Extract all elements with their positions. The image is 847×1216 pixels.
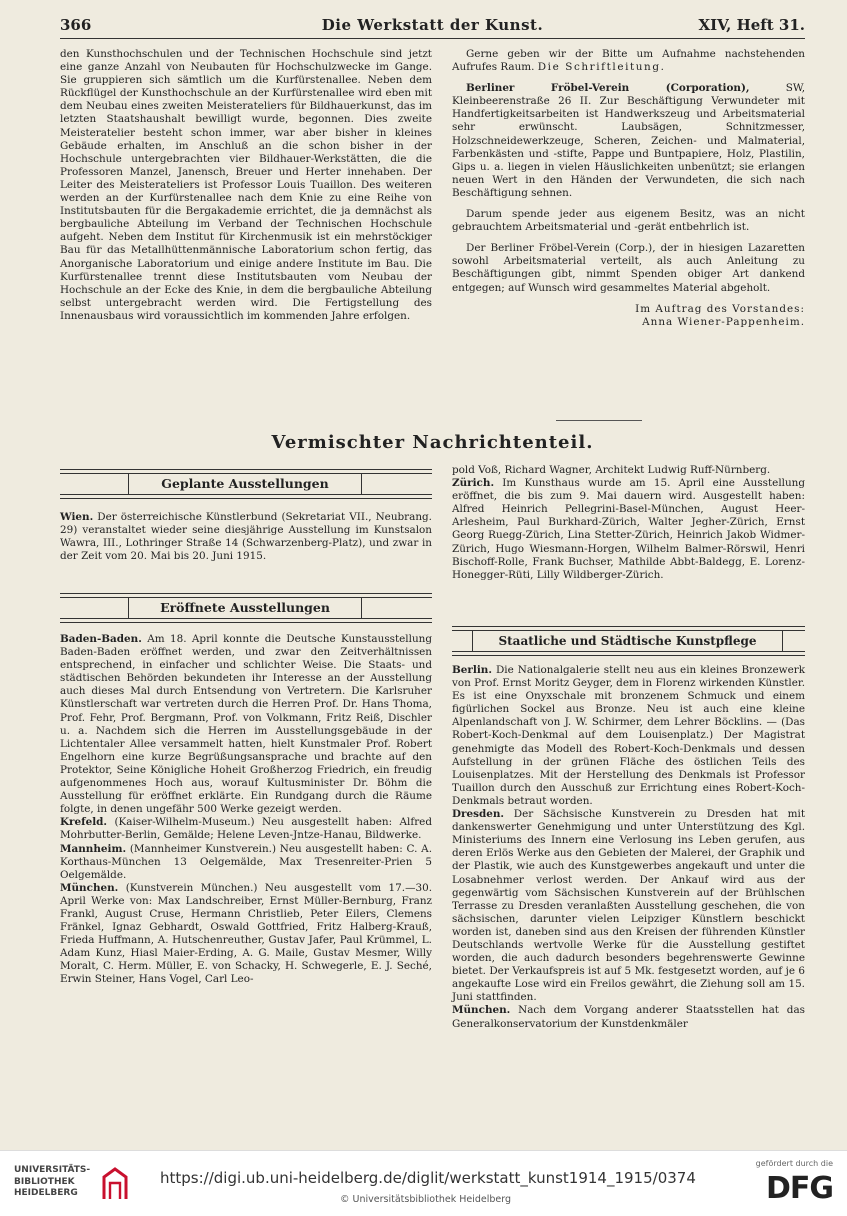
top-left-column <box>60 48 432 323</box>
heading-staatliche-kunstpflege <box>452 626 805 656</box>
intro-signature: Die Schriftleitung. <box>537 61 666 74</box>
signature-line-1: Im Auftrag des Vorstandes: <box>635 302 805 315</box>
continuation-entry: pold Voß, Richard Wagner, Architekt Ludwig Ruff-Nürnberg. <box>452 464 771 476</box>
eroeffnete-text <box>60 633 432 987</box>
baden-entry: Baden-Baden. Am 18. April konnte die Deutsche Kunstausstellung Baden-Baden eröffnet werden, und zwar den Zeitverhältnissen entsprechend, in einfacher und schlichter Weise. Die Staats- und städtischen Behörden bekundeten ihr Interesse an der Ausstellung auch dieses Mal durch Entsendung von Vertretern. Die Karlsruher Künstlerschaft war vertreten durch die Herren Prof. Dr. Hans Thoma, Prof. Fehr, Prof. Bergmann, Prof. von Volkmann, Fritz Reiß, Dischler u. a. Nachdem sich die Herren im Ausstellungsgebäude in der Lichtentaler Allee versammelt hatten, hielt Kunstmaler Prof. Robert Engelhorn eine kurze Begrüßungsansprache und brachte auf den Protektor, Seine Königliche Hoheit Großherzog Friedrich, ein freudig aufgenommenes Hoch aus, worauf Kultusminister Dr. Böhm die Ausstellung für eröffnet erklärte. Ein Rundgang durch die Räume folgte, in denen ungefähr 500 Werke gezeigt werden. <box>60 633 432 816</box>
ub-heidelberg-logo[interactable] <box>14 1165 134 1207</box>
froebel-verein-paragraph: Berliner Fröbel-Verein (Corporation), SW, Kleinbeerenstraße 26 II. Zur Beschäftigung Verwundeter mit Handfertigkeitsarbeiten ist Handwerkszeug und Arbeitsmaterial sehr erwünscht. Laubsägen, Schnitzmesser, Holzschneidewerkzeuge, Scheren, Zeichen- und Malmaterial, Farbenkästen und -stifte, Pappe und Buntpapiere, Holz, Plastilin, Gips u. a. liegen in vielen Häuslichkeiten unbenützt; sie erlangen neuen Wert in den Händen der Verwundeten, die sich nach Beschäftigung sehnen. <box>452 82 805 199</box>
appeal-paragraph: Darum spende jeder aus eigenem Besitz, was an nicht gebrauchtem Arbeitsmaterial und -gerät entbehrlich ist. <box>452 208 805 234</box>
muenchen2-entry: München. Nach dem Vorgang anderer Staatsstellen hat das Generalkonservatorium der Kunstdenkmäler <box>452 1004 805 1030</box>
divider <box>556 420 642 421</box>
logo-line-3: HEIDELBERG <box>14 1188 78 1198</box>
logo-line-2: BIBLIOTHEK <box>14 1176 75 1187</box>
distribution-paragraph: Der Berliner Fröbel-Verein (Corp.), der in hiesigen Lazaretten sowohl Arbeitsmaterial verteilt, als auch Anleitung zu Beschäftigungen gibt, nimmt Spenden obiger Art dankend entgegen; auf Wunsch wird gesammeltes Material abgeholt. <box>452 242 805 294</box>
dresden-entry: Dresden. Der Sächsische Kunstverein zu Dresden hat mit dankenswerter Genehmigung und unter Unterstützung des Kgl. Ministeriums des Innern eine Verlosung ins Leben gerufen, aus deren Erlös Werke aus den Gebieten der Malerei, der Graphik und der Plastik, wie auch des Kunstgewerbes angekauft und unter die Losabnehmer verlost werden. Der Ankauf wird aus der gegenwärtig vom Sächsischen Kunstverein auf der Brühlschen Terrasse zu Dresden veranlaßten Ausstellung geschehen, die von sächsischen, darunter vielen Leipziger Künstlern beschickt worden ist, daneben sind aus den Kreisen der führenden Künstler Deutschlands wertvolle Werke für die Ausstellung gestiftet worden, die auch dadurch besonders begehrenswerte Gewinne bietet. Der Verkaufspreis ist auf 5 Mk. festgesetzt worden, auf je 6 angekaufte Lose wird ein Freilos gewährt, die Ziehung soll am 15. Juni stattfinden. <box>452 808 805 1004</box>
viewer-footer <box>0 1150 847 1216</box>
intro-paragraph: Gerne geben wir der Bitte um Aufnahme nachstehenden Aufrufes Raum. Die Schriftleitung. <box>452 48 805 74</box>
hochschule-paragraph: den Kunsthochschulen und der Technischen Hochschule sind jetzt eine ganze Anzahl von Neubauten für Hochschulzwecke im Gange. Sie gruppieren sich sämtlich um die Kurfürstenallee. Neben dem Rückflügel der Kunsthochschule an der Kurfürstenallee wird eben mit dem Neubau eines zweiten Meisterateliers für Bildhauerkunst, das im letzten Staatshaushalt bewilligt wurde, begonnen. Dies zweite Meisteratelier besteht schon immer, war aber bisher in kleines Gebäude erhalten, im Anschluß an die schon bisher in der Hochschule untergebrachten vier Bildhauer-Werkstätten, die die Professoren Manzel, Janensch, Breuer und Herter innehaben. Der Leiter des Meisterateliers ist Professor Louis Tuaillon. Des weiteren werden an der Kurfürstenallee nach dem Knie zu eine Reihe von Institutsbauten für die Bergakademie errichtet, die ja demnächst als bergbauliche Abteilung im Verband der Technischen Hochschule aufgeht. Neben dem Institut für Kirchenmusik ist ein mehrstöckiger Bau für das Metallhüttenmännische Laboratorium schon fertig, das Anorganische Laboratorium und einige andere Institute im Bau. Die Kurfürstenallee trennt diese Institutsbauten vom Neubau der Hochschule an der Ecke des Knie, in dem die bergbauliche Abteilung selbst untergebracht werden wird. Die Fertigstellung des Innenausbaus wird voraussichtlich im kommenden Jahre erfolgen. <box>60 48 432 322</box>
dfg-logo[interactable] <box>747 1159 833 1209</box>
geplante-text <box>60 511 432 563</box>
heading-geplante-label: Geplante Ausstellungen <box>128 473 362 495</box>
krefeld-entry: Krefeld. (Kaiser-Wilhelm-Museum.) Neu ausgestellt haben: Alfred Mohrbutter-Berlin, Gemälde; Helene Leven-Jntze-Hanau, Bildwerke. <box>60 816 432 842</box>
heading-eroeffnete-ausstellungen <box>60 593 432 623</box>
mannheim-entry: Mannheim. (Mannheimer Kunstverein.) Neu ausgestellt haben: C. A. Korthaus-München 13 Oelgemälde, Max Tresenreiter-Prien 5 Oelgemälde. <box>60 842 432 881</box>
logo-line-1: UNIVERSITÄTS- <box>14 1165 91 1175</box>
froebel-verein-name: Berliner Fröbel-Verein (Corporation), <box>466 82 750 95</box>
page-header <box>60 14 805 39</box>
dfg-wordmark: DFG <box>765 1171 833 1206</box>
university-seal-icon <box>100 1167 130 1201</box>
heading-eroeffnete-label: Eröffnete Ausstellungen <box>128 597 362 619</box>
signature-line-2: Anna Wiener-Pappenheim. <box>642 315 805 328</box>
top-right-column <box>452 48 805 329</box>
volume-issue: XIV, Heft 31. <box>698 16 805 34</box>
permalink-url[interactable]: https://digi.ub.uni-heidelberg.de/diglit/werkstatt_kunst1914_1915/0374 <box>160 1169 696 1187</box>
page-number: 366 <box>60 16 92 34</box>
copyright-notice: © Universitätsbibliothek Heidelberg <box>340 1194 512 1205</box>
bottom-right-column <box>452 664 805 1031</box>
dfg-caption: gefördert durch die <box>755 1159 833 1168</box>
section-title: Vermischter Nachrichtenteil. <box>271 432 594 453</box>
berlin-entry: Berlin. Die Nationalgalerie stellt neu aus ein kleines Bronzewerk von Prof. Ernst Moritz Geyger, dem in Florenz wirkenden Künstler. Es ist eine Onyxschale mit bronzenem Schmuck und einem figürlichen Sockel aus Bronze. Neu ist auch eine kleine Alpenlandschaft von J. W. Schirmer, dem Lehrer Böcklins. — (Das Robert-Koch-Denkmal auf dem Louisenplatz.) Der Magistrat genehmigte das Modell des Robert-Koch-Denkmals und dessen Aufstellung in der grünen Fläche des östlichen Teils des Louisenplatzes. Mit der Herstellung des Denkmals ist Professor Tuaillon durch den Ausschuß zur Errichtung eines Robert-Koch-Denkmals betraut worden. <box>452 664 805 807</box>
bottom-right-column-top <box>452 464 805 582</box>
wien-entry: Wien. Der österreichische Künstlerbund (Sekretariat VII., Neubrang. 29) veranstaltet wieder seine diesjährige Ausstellung im Kunstsalon Wawra, III., Lothringer Straße 14 (Schwarzenberg-Platz), und zwar in der Zeit vom 20. Mai bis 20. Juni 1915. <box>60 511 432 563</box>
zuerich-entry: Zürich. Im Kunsthaus wurde am 15. April eine Ausstellung eröffnet, die bis zum 9. Mai dauern wird. Ausgestellt haben: Alfred Heinrich Pellegrini-Basel-München, August Heer-Arlesheim, Paul Burkhard-Zürich, Walter Jegher-Zürich, Ernst Georg Ruegg-Zürich, Lina Stetter-Zürich, Heinrich Jakob Widmer-Zürich, Hugo Wiesmann-Horgen, Wilhelm Balmer-Rörswil, Henri Bischoff-Rolle, Frank Buchser, Mathilde Abbt-Baldegg, E. Lorenz-Honegger-Rüti, Lilly Wildberger-Zürich. <box>452 477 805 581</box>
heading-geplante-ausstellungen <box>60 469 432 499</box>
journal-title: Die Werkstatt der Kunst. <box>321 16 544 34</box>
muenchen-entry: München. (Kunstverein München.) Neu ausgestellt vom 17.—30. April Werke von: Max Landschreiber, Ernst Müller-Bernburg, Franz Frankl, August Cruse, Hermann Christlieb, Peter Eilers, Clemens Fränkel, Ignaz Gebhardt, Oswald Gottfried, Fritz Halberg-Krauß, Frieda Huffmann, A. Hutschenreuther, Gustav Jafer, Paul Krümmel, L. Adam Kunz, Hiasl Maier-Erding, A. G. Maile, Gustav Mesmer, Willy Moralt, C. Herm. Müller, E. von Schacky, H. Schwegerle, E. J. Seché, Erwin Steiner, Hans Vogel, Carl Leo- <box>60 881 432 986</box>
heading-staatliche-label: Staatliche und Städtische Kunstpflege <box>472 630 783 652</box>
